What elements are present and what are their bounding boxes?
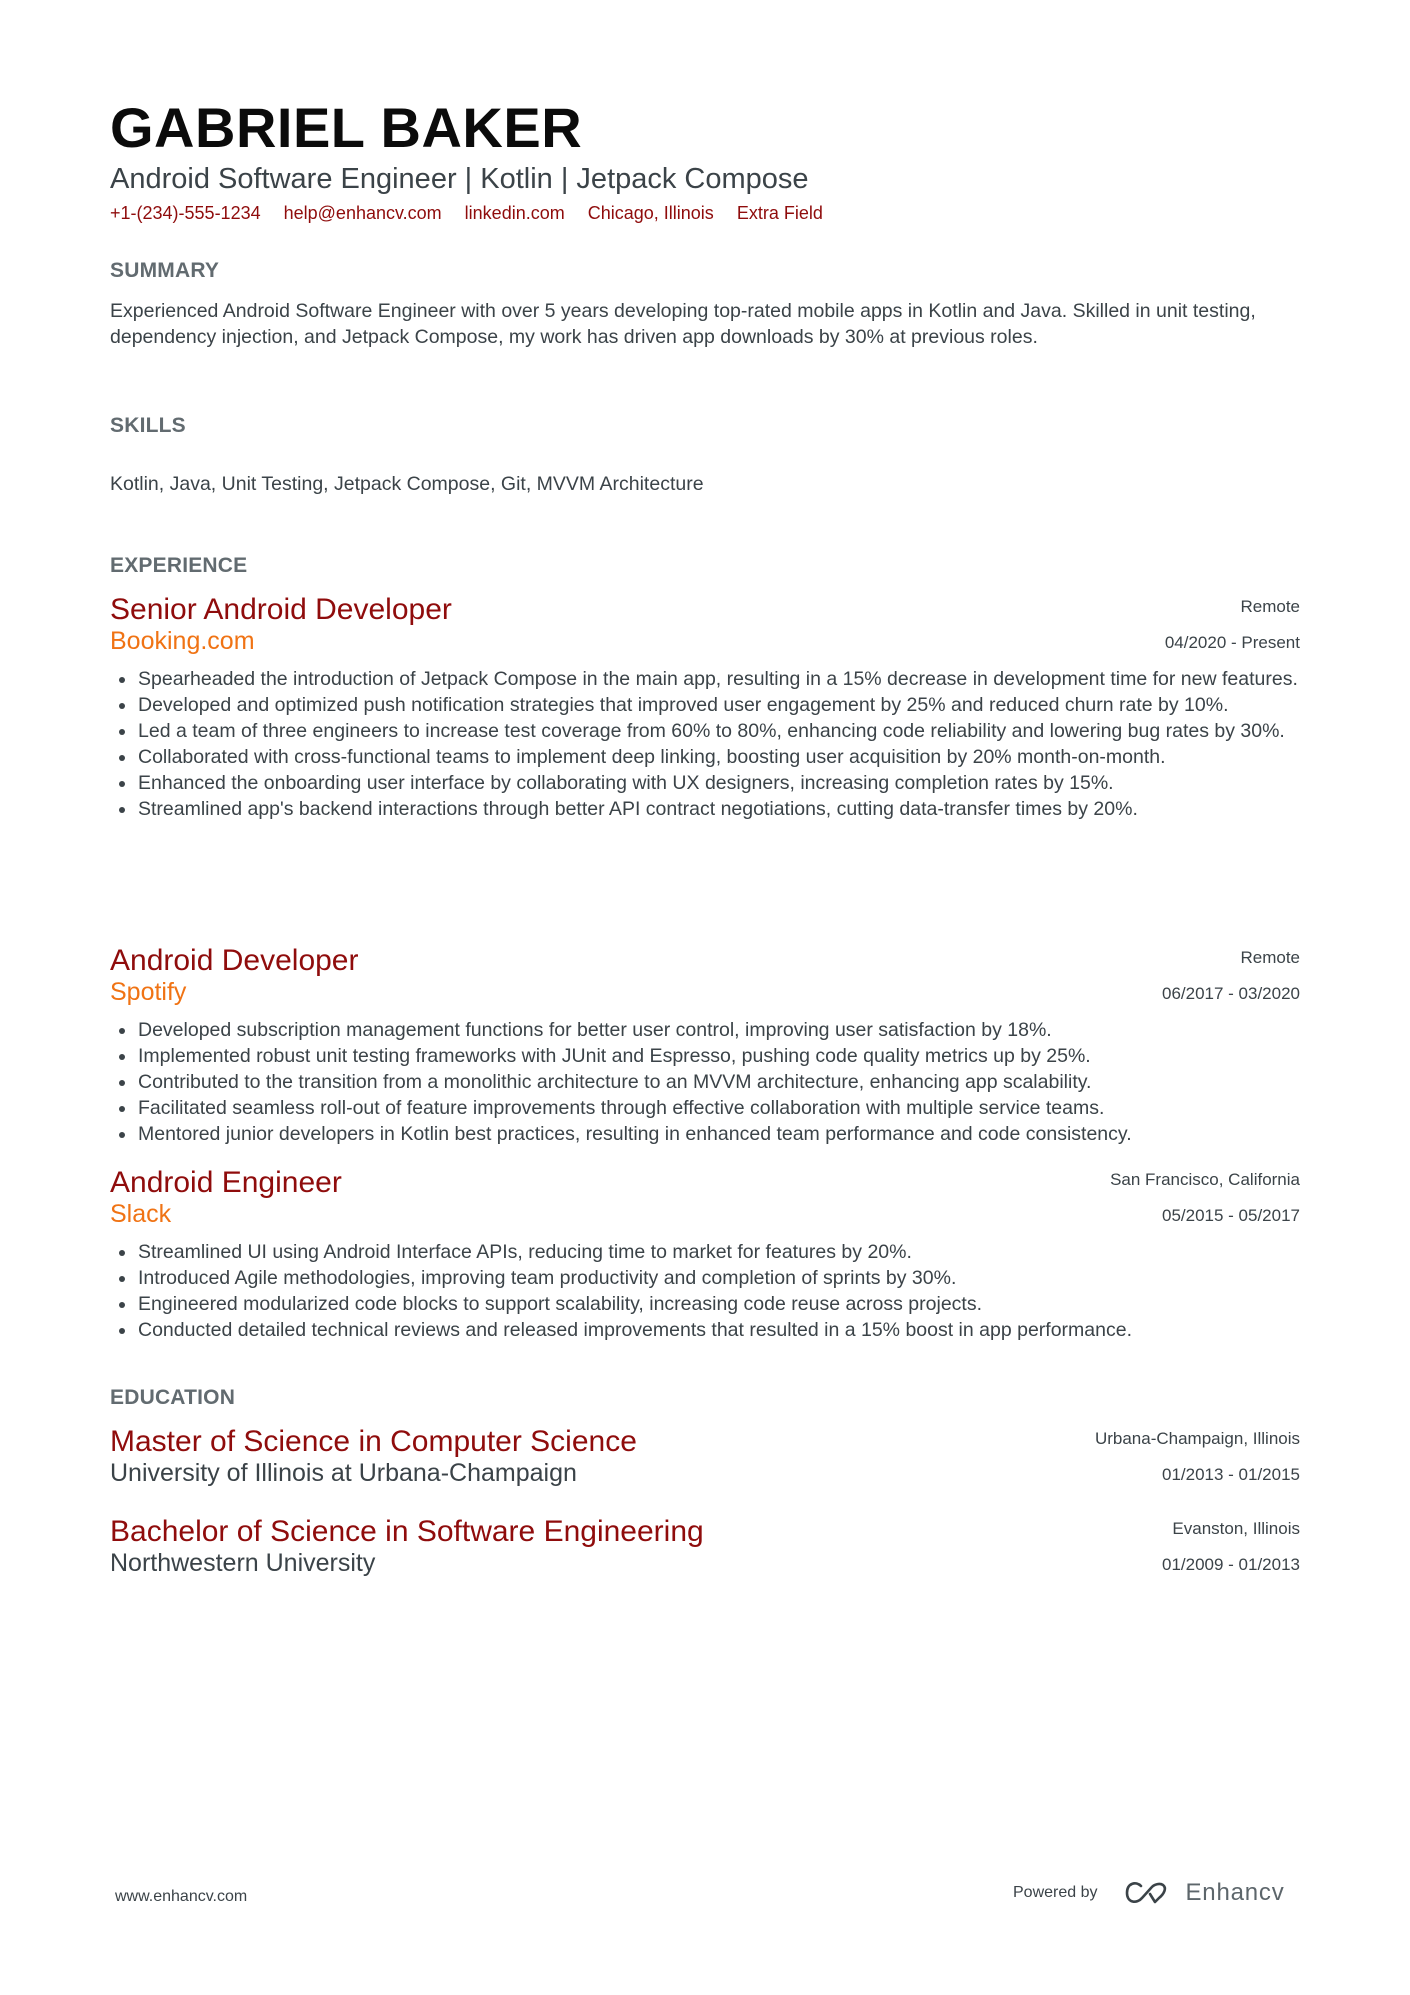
contact-extra-field: Extra Field [736, 203, 823, 223]
bullet-item: Led a team of three engineers to increase test coverage from 60% to 80%, enhancing code reliability and lowering bug rates by 30%. [110, 718, 1300, 744]
company-name: Spotify [110, 978, 187, 1006]
company-name: Slack [110, 1200, 172, 1228]
job-bullets [110, 666, 1300, 822]
experience-heading: EXPERIENCE [110, 554, 248, 577]
degree-title: Master of Science in Computer Science [110, 1425, 637, 1458]
contact-location: Chicago, Illinois [587, 203, 714, 223]
bullet-item: Implemented robust unit testing frameworks with JUnit and Espresso, pushing code quality metrics up by 25%. [110, 1043, 1300, 1069]
contact-phone: +1-(234)-555-1234 [110, 203, 261, 223]
powered-by-badge[interactable] [1013, 1880, 1285, 1906]
bullet-item: Enhanced the onboarding user interface by collaborating with UX designers, increasing completion rates by 15%. [110, 770, 1300, 796]
job-title: Android Engineer [110, 1166, 342, 1199]
footer-website-link[interactable]: www.enhancv.com [115, 1888, 248, 1905]
job-dates: 05/2015 - 05/2017 [1161, 1206, 1300, 1225]
candidate-headline: Android Software Engineer | Kotlin | Jetpack Compose [110, 163, 809, 195]
bullet-item: Engineered modularized code blocks to support scalability, increasing code reuse across projects. [110, 1291, 1300, 1317]
bullet-item: Facilitated seamless roll-out of feature improvements through effective collaboration with multiple service teams. [110, 1095, 1300, 1121]
powered-by-label: Powered by [1013, 1884, 1098, 1901]
summary-text: Experienced Android Software Engineer with over 5 years developing top-rated mobile apps in Kotlin and Java. Skilled in unit testing, dependency injection, and Jetpack Compose, my work has driven app downloads by 30% at previous roles. [110, 300, 1256, 348]
job-location: Remote [1240, 597, 1300, 616]
bullet-item: Streamlined UI using Android Interface APIs, reducing time to market for features by 20%. [110, 1239, 1300, 1265]
job-dates: 06/2017 - 03/2020 [1161, 984, 1300, 1003]
bullet-item: Streamlined app's backend interactions through better API contract negotiations, cutting data-transfer times by 20%. [110, 796, 1300, 822]
enhancv-brand-name: Enhancv [1185, 1879, 1285, 1906]
education-dates: 01/2009 - 01/2013 [1161, 1555, 1300, 1574]
job-title: Senior Android Developer [110, 593, 452, 626]
summary-heading: SUMMARY [110, 259, 220, 282]
degree-title: Bachelor of Science in Software Engineering [110, 1515, 704, 1548]
job-location: Remote [1240, 948, 1300, 967]
school-name: University of Illinois at Urbana-Champaign [110, 1459, 577, 1487]
bullet-item: Developed and optimized push notification strategies that improved user engagement by 25% and reduced churn rate by 10%. [110, 692, 1300, 718]
contact-linkedin[interactable]: linkedin.com [464, 203, 565, 223]
bullet-item: Contributed to the transition from a monolithic architecture to an MVVM architecture, enhancing app scalability. [110, 1069, 1300, 1095]
contact-email[interactable]: help@enhancv.com [283, 203, 442, 223]
bullet-item: Spearheaded the introduction of Jetpack Compose in the main app, resulting in a 15% decrease in development time for new features. [110, 666, 1300, 692]
job-bullets [110, 1239, 1300, 1343]
school-name: Northwestern University [110, 1549, 376, 1577]
education-dates: 01/2013 - 01/2015 [1161, 1465, 1300, 1484]
bullet-item: Collaborated with cross-functional teams to implement deep linking, boosting user acquisition by 20% month-on-month. [110, 744, 1300, 770]
bullet-item: Mentored junior developers in Kotlin best practices, resulting in enhanced team performance and code consistency. [110, 1121, 1300, 1147]
skills-text: Kotlin, Java, Unit Testing, Jetpack Compose, Git, MVVM Architecture [110, 473, 704, 495]
candidate-name: GABRIEL BAKER [110, 96, 583, 159]
enhancv-logo-icon [1124, 1880, 1172, 1906]
skills-heading: SKILLS [110, 414, 186, 437]
job-title: Android Developer [110, 944, 359, 977]
job-dates: 04/2020 - Present [1164, 633, 1300, 652]
bullet-item: Introduced Agile methodologies, improving team productivity and completion of sprints by 30%. [110, 1265, 1300, 1291]
school-location: Urbana-Champaign, Illinois [1094, 1429, 1300, 1448]
bullet-item: Conducted detailed technical reviews and released improvements that resulted in a 15% boost in app performance. [110, 1317, 1300, 1343]
education-heading: EDUCATION [110, 1386, 236, 1409]
school-location: Evanston, Illinois [1172, 1519, 1300, 1538]
job-location: San Francisco, California [1110, 1170, 1300, 1189]
job-bullets [110, 1017, 1300, 1147]
bullet-item: Developed subscription management functions for better user control, improving user satisfaction by 18%. [110, 1017, 1300, 1043]
contact-info [110, 202, 841, 224]
company-name: Booking.com [110, 627, 255, 655]
